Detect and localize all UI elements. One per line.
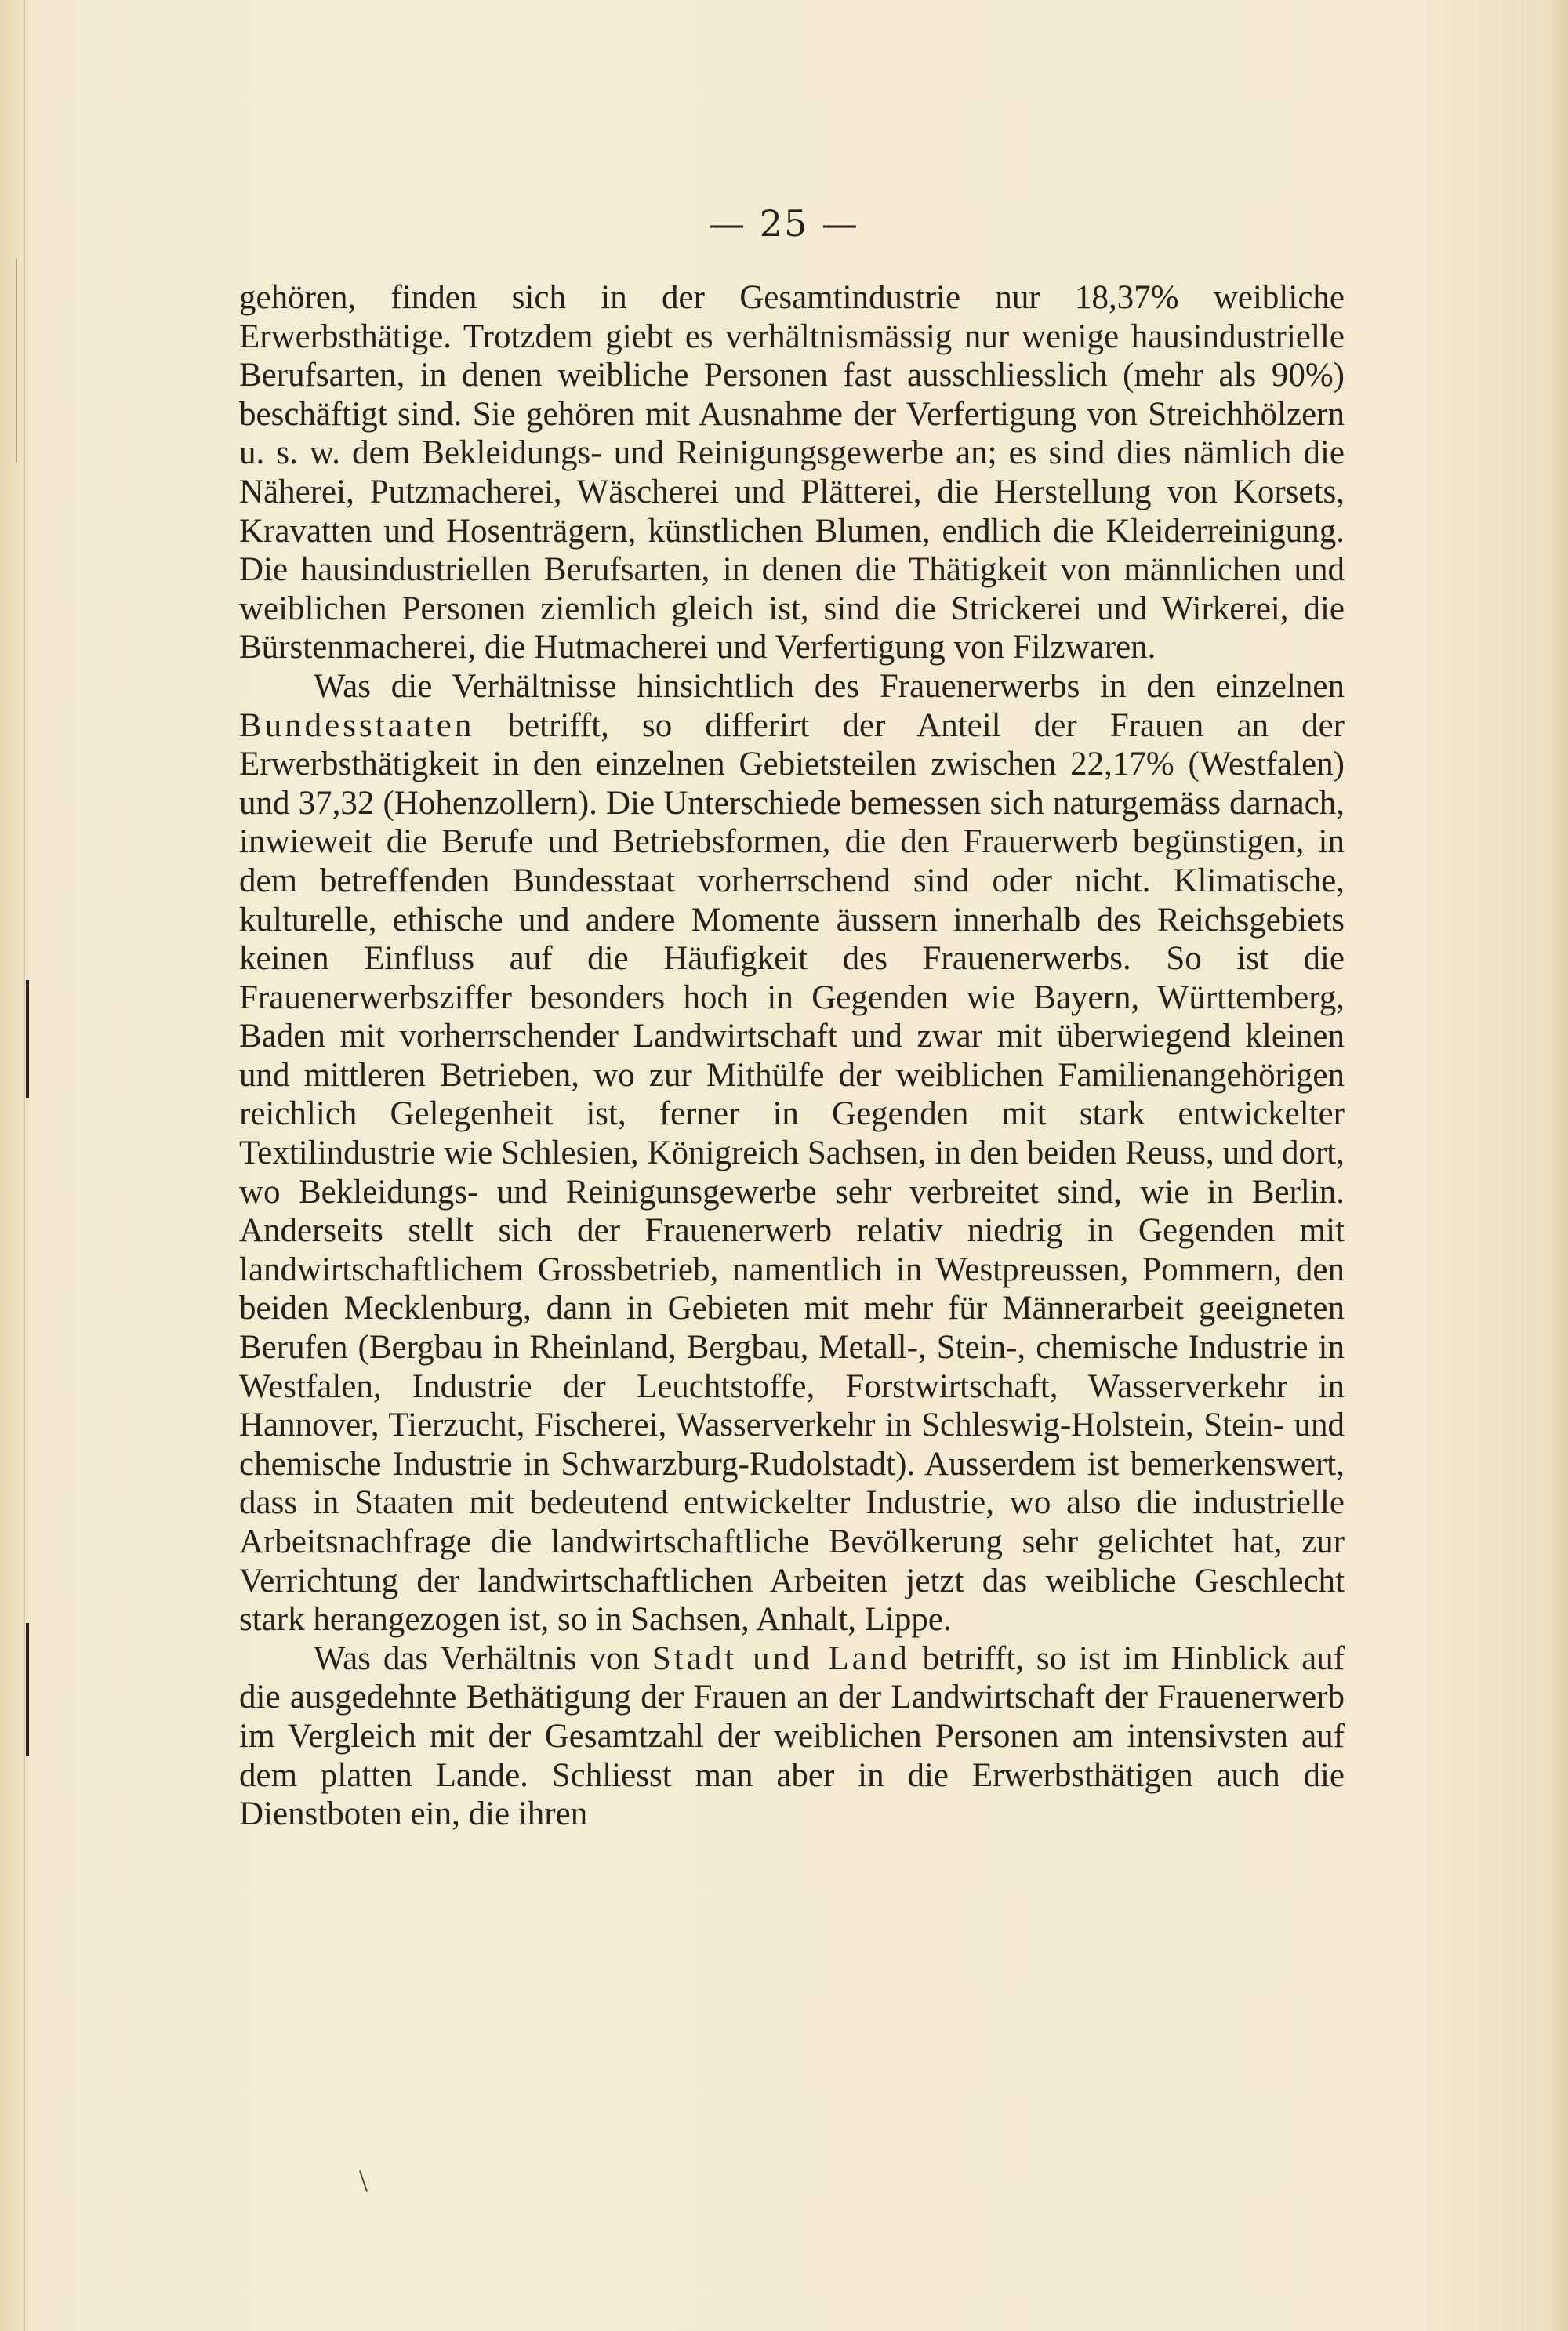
paragraph: Was die Verhältnisse hinsichtlich des Frauenerwerbs in den einzelnen Bundesstaaten betrifft, so differirt der Anteil der Frauen an der Erwerbsthätigkeit in den einzelnen Gebietsteilen zwischen 22,17% (Westfalen) und 37,32 (Hohenzollern). Die Unterschiede bemessen sich naturgemäss darnach, inwieweit die Berufe und Betriebsformen, die den Frauerwerb begünstigen, in dem betreffenden Bundesstaat vorherrschend sind oder nicht. Klimatische, kulturelle, ethische und andere Momente äussern innerhalb des Reichsgebiets keinen Einfluss auf die Häufigkeit des Frauenerwerbs. So ist die Frauenerwerbsziffer besonders hoch in Gegenden wie Bayern, Württemberg, Baden mit vorherrschender Landwirtschaft und zwar mit überwiegend kleinen und mittleren Betrieben, wo zur Mithülfe der weiblichen Familienangehörigen reichlich Gelegenheit ist, ferner in Gegenden mit stark entwickelter Textilindustrie wie Schlesien, Königreich Sachsen, in den beiden Reuss, und dort, wo Bekleidungs- und Reinigunsgewerbe sehr verbreitet sind, wie in Berlin. Anderseits stellt sich der Frauenerwerb relativ niedrig in Gegenden mit landwirtschaftlichem Grossbetrieb, namentlich in Westpreussen, Pommern, den beiden Mecklenburg, dann in Gebieten mit mehr für Männerarbeit geeigneten Berufen (Bergbau in Rheinland, Bergbau, Metall-, Stein-, chemische Industrie in Westfalen, Industrie der Leuchtstoffe, Forstwirtschaft, Wasserverkehr in Hannover, Tierzucht, Fischerei, Wasserverkehr in Schleswig-Holstein, Stein- und chemische Industrie in Schwarzburg-Rudolstadt). Ausserdem ist bemerkenswert, dass in Staaten mit bedeutend entwickelter Industrie, wo also die industrielle Arbeitsnachfrage die landwirtschaftliche Bevölkerung sehr gelichtet hat, zur Verrichtung der landwirtschaftlichen Arbeiten jetzt das weibliche Geschlecht stark herangezogen ist, so in Sachsen, Anhalt, Lippe.	[239, 667, 1345, 1639]
stray-mark: \	[359, 2163, 368, 2198]
spaced-emphasis: Bundesstaaten	[239, 706, 475, 744]
margin-mark	[26, 1623, 29, 1756]
body-text	[239, 278, 1345, 1834]
paragraph: Was das Verhältnis von Stadt und Land betrifft, so ist im Hinblick auf die ausgedehnte Bethätigung der Frauen an der Landwirtschaft der Frauenerwerb im Vergleich mit der Gesamtzahl der weiblichen Personen am intensivsten auf dem platten Lande. Schliesst man aber in die Erwerbsthätigen auch die Dienstboten ein, die ihren	[239, 1639, 1345, 1833]
margin-mark	[26, 980, 29, 1098]
binding-edge	[24, 0, 25, 2331]
margin-mark	[16, 259, 17, 463]
spaced-emphasis: Stadt und Land	[652, 1639, 910, 1677]
page-number: — 25 —	[709, 202, 859, 245]
paragraph: gehören, finden sich in der Gesamtindustrie nur 18,37% weibliche Erwerbsthätige. Trotzdem giebt es verhältnismässig nur wenige hausindustrielle Berufsarten, in denen weibliche Personen fast ausschliesslich (mehr als 90%) beschäftigt sind. Sie gehören mit Ausnahme der Verfertigung von Streichhölzern u. s. w. dem Bekleidungs- und Reinigungsgewerbe an; es sind dies nämlich die Näherei, Putzmacherei, Wäscherei und Plätterei, die Herstellung von Korsets, Kravatten und Hosenträgern, künstlichen Blumen, endlich die Kleiderreinigung. Die hausindustriellen Berufsarten, in denen die Thätigkeit von männlichen und weiblichen Personen ziemlich gleich ist, sind die Strickerei und Wirkerei, die Bürstenmacherei, die Hutmacherei und Verfertigung von Filzwaren.	[239, 279, 1345, 666]
